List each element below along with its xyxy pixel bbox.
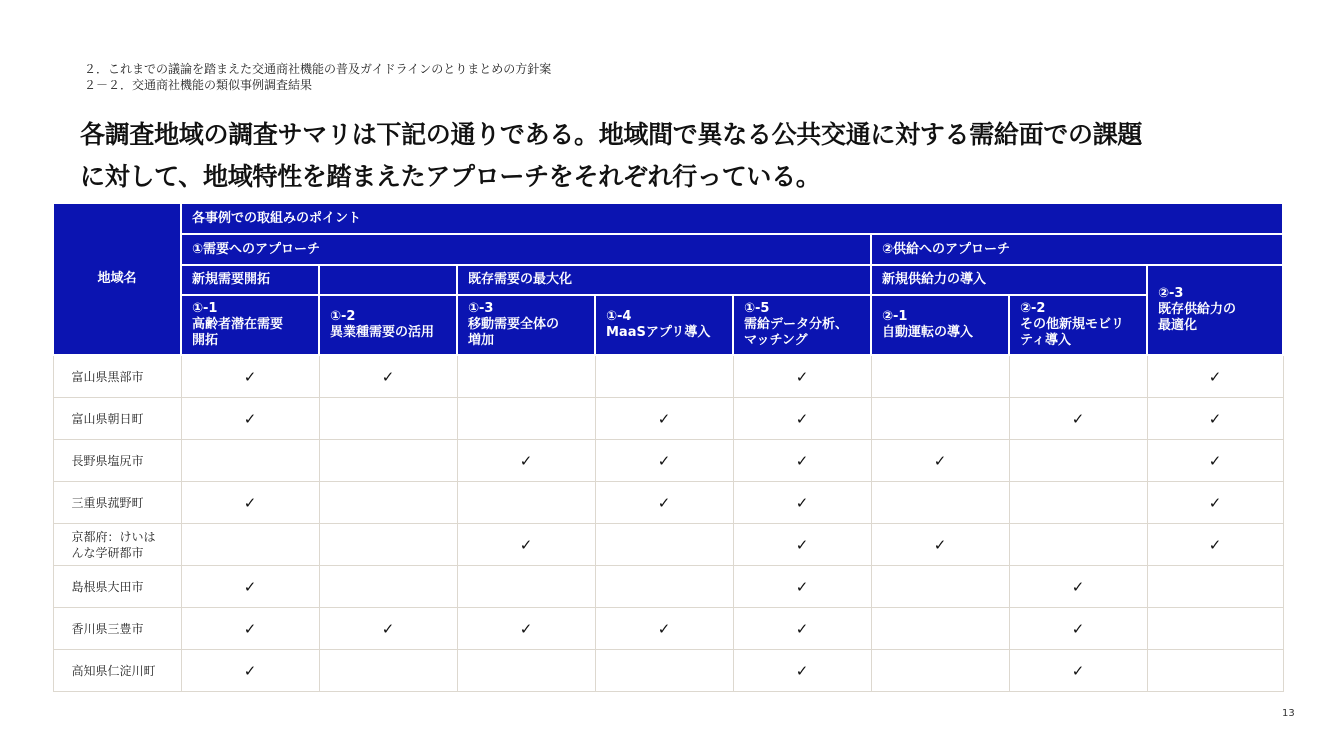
region-cell xyxy=(53,440,181,482)
column-code: ①-2 xyxy=(330,309,356,324)
check-cell xyxy=(733,398,871,440)
check-icon: ✓ xyxy=(795,493,809,512)
region-name: 長野県塩尻市 xyxy=(71,453,144,468)
check-icon: ✓ xyxy=(795,619,809,638)
column-code: ②-1 xyxy=(882,309,908,324)
check-cell xyxy=(871,608,1009,650)
column-header xyxy=(595,295,733,355)
region-name: 富山県黒部市 xyxy=(71,369,144,384)
check-cell xyxy=(595,482,733,524)
breadcrumb-line-2: ２－２．交通商社機能の類似事例調査結果 xyxy=(84,78,313,92)
check-cell xyxy=(733,440,871,482)
column-label: 開拓 xyxy=(192,333,219,348)
table-row xyxy=(53,398,1283,440)
check-icon: ✓ xyxy=(1208,367,1222,386)
check-cell xyxy=(1147,482,1283,524)
group-empty-header xyxy=(319,265,457,295)
page-title-line-2: に対して、地域特性を踏まえたアプローチをそれぞれ行っている。 xyxy=(80,162,821,191)
check-icon: ✓ xyxy=(519,619,533,638)
check-icon: ✓ xyxy=(657,451,671,470)
check-cell xyxy=(1009,524,1147,566)
table-row xyxy=(53,482,1283,524)
check-cell xyxy=(733,650,871,692)
check-icon: ✓ xyxy=(795,451,809,470)
check-cell xyxy=(1009,398,1147,440)
check-cell xyxy=(457,398,595,440)
region-cell xyxy=(53,398,181,440)
column-header xyxy=(871,295,1009,355)
check-icon: ✓ xyxy=(795,409,809,428)
check-icon: ✓ xyxy=(243,619,257,638)
region-name: んな学研都市 xyxy=(71,545,144,560)
check-icon: ✓ xyxy=(1071,409,1085,428)
check-cell xyxy=(871,566,1009,608)
check-icon: ✓ xyxy=(795,535,809,554)
table-row xyxy=(53,355,1283,398)
column-header xyxy=(733,295,871,355)
check-cell xyxy=(1147,524,1283,566)
check-cell xyxy=(871,355,1009,398)
column-label: 既存供給力の xyxy=(1158,302,1237,317)
check-icon: ✓ xyxy=(1208,493,1222,512)
column-header xyxy=(319,295,457,355)
region-name: 島根県大田市 xyxy=(71,579,144,594)
column-label: マッチング xyxy=(744,333,808,348)
column-code: ②-3 xyxy=(1158,286,1184,301)
check-cell xyxy=(181,608,319,650)
check-icon: ✓ xyxy=(381,367,395,386)
table-body xyxy=(53,355,1283,692)
check-cell xyxy=(181,398,319,440)
check-cell xyxy=(1147,398,1283,440)
check-cell xyxy=(181,566,319,608)
column-label: ティ導入 xyxy=(1020,333,1071,348)
check-icon: ✓ xyxy=(1071,661,1085,680)
check-cell xyxy=(1009,440,1147,482)
column-label: その他新規モビリ xyxy=(1020,317,1125,332)
check-cell xyxy=(871,398,1009,440)
group-new-demand-header: 新規需要開拓 xyxy=(181,265,319,295)
page-title xyxy=(80,114,1280,198)
check-icon: ✓ xyxy=(243,367,257,386)
region-cell xyxy=(53,355,181,398)
check-icon: ✓ xyxy=(1208,451,1222,470)
column-header xyxy=(457,295,595,355)
check-icon: ✓ xyxy=(243,661,257,680)
check-icon: ✓ xyxy=(243,577,257,596)
check-cell xyxy=(457,482,595,524)
check-icon: ✓ xyxy=(243,493,257,512)
check-icon: ✓ xyxy=(657,409,671,428)
table-row xyxy=(53,650,1283,692)
check-cell xyxy=(1009,355,1147,398)
check-cell xyxy=(595,650,733,692)
column-label: 移動需要全体の xyxy=(468,317,560,332)
column-code: ①-1 xyxy=(192,301,218,316)
check-icon: ✓ xyxy=(933,535,947,554)
region-cell xyxy=(53,566,181,608)
column-label: MaaSアプリ導入 xyxy=(606,325,711,340)
check-icon: ✓ xyxy=(795,577,809,596)
check-cell xyxy=(457,440,595,482)
column-header xyxy=(181,295,319,355)
breadcrumb-line-1: ２．これまでの議論を踏まえた交通商社機能の普及ガイドラインのとりまとめの方針案 xyxy=(84,62,552,76)
check-cell xyxy=(457,524,595,566)
check-cell xyxy=(319,566,457,608)
check-cell xyxy=(595,355,733,398)
group-existing-demand-header: 既存需要の最大化 xyxy=(457,265,871,295)
check-cell xyxy=(595,440,733,482)
check-icon: ✓ xyxy=(519,451,533,470)
column-label: 自動運転の導入 xyxy=(882,325,974,340)
check-cell xyxy=(319,355,457,398)
check-cell xyxy=(1009,608,1147,650)
check-cell xyxy=(595,524,733,566)
check-cell xyxy=(319,482,457,524)
check-cell xyxy=(595,566,733,608)
column-header xyxy=(1009,295,1147,355)
check-cell xyxy=(319,440,457,482)
check-icon: ✓ xyxy=(1208,409,1222,428)
breadcrumb xyxy=(84,61,551,93)
supply-approach-header: ②供給へのアプローチ xyxy=(871,234,1283,265)
check-cell xyxy=(457,355,595,398)
check-cell xyxy=(733,355,871,398)
check-cell xyxy=(733,566,871,608)
page-title-line-1: 各調査地域の調査サマリは下記の通りである。地域間で異なる公共交通に対する需給面での課題 xyxy=(80,120,1143,149)
demand-approach-header: ①需要へのアプローチ xyxy=(181,234,871,265)
check-cell xyxy=(319,650,457,692)
region-name: 富山県朝日町 xyxy=(71,411,144,426)
check-icon: ✓ xyxy=(381,619,395,638)
region-header: 地域名 xyxy=(53,203,181,355)
region-cell xyxy=(53,524,181,566)
page-number: 13 xyxy=(1282,708,1295,719)
group-new-supply-header: 新規供給力の導入 xyxy=(871,265,1147,295)
column-label: 異業種需要の活用 xyxy=(330,325,435,340)
check-cell xyxy=(181,650,319,692)
column-header-row xyxy=(53,295,1283,355)
column-label: 高齢者潜在需要 xyxy=(192,317,284,332)
points-header: 各事例での取組みのポイント xyxy=(181,203,1283,234)
check-icon: ✓ xyxy=(657,619,671,638)
check-cell xyxy=(181,482,319,524)
column-label: 需給データ分析、 xyxy=(744,317,849,332)
check-cell xyxy=(1147,566,1283,608)
region-cell xyxy=(53,608,181,650)
check-cell xyxy=(1147,608,1283,650)
check-cell xyxy=(871,650,1009,692)
check-cell xyxy=(181,440,319,482)
check-icon: ✓ xyxy=(795,661,809,680)
region-cell xyxy=(53,482,181,524)
check-cell xyxy=(733,608,871,650)
table-row xyxy=(53,566,1283,608)
column-label: 最適化 xyxy=(1158,318,1198,333)
check-cell xyxy=(1147,650,1283,692)
check-cell xyxy=(871,524,1009,566)
column-code: ①-3 xyxy=(468,301,494,316)
check-cell xyxy=(595,608,733,650)
check-cell xyxy=(1147,440,1283,482)
column-code: ②-2 xyxy=(1020,301,1046,316)
check-cell xyxy=(457,608,595,650)
check-icon: ✓ xyxy=(519,535,533,554)
check-cell xyxy=(733,482,871,524)
check-icon: ✓ xyxy=(795,367,809,386)
column-code: ①-4 xyxy=(606,309,632,324)
column-label: 増加 xyxy=(468,333,495,348)
check-cell xyxy=(457,566,595,608)
check-cell xyxy=(457,650,595,692)
column-code: ①-5 xyxy=(744,301,770,316)
check-cell xyxy=(871,440,1009,482)
region-cell xyxy=(53,650,181,692)
check-cell xyxy=(733,524,871,566)
region-name: 京都府：けいは xyxy=(71,529,156,544)
table-row xyxy=(53,440,1283,482)
check-cell xyxy=(1147,355,1283,398)
check-cell xyxy=(319,608,457,650)
check-icon: ✓ xyxy=(1071,619,1085,638)
check-cell xyxy=(871,482,1009,524)
region-name: 三重県菰野町 xyxy=(71,495,144,510)
check-icon: ✓ xyxy=(657,493,671,512)
table-row xyxy=(53,608,1283,650)
check-cell xyxy=(181,355,319,398)
check-cell xyxy=(1009,482,1147,524)
check-icon: ✓ xyxy=(933,451,947,470)
region-name: 香川県三豊市 xyxy=(71,621,144,636)
check-cell xyxy=(595,398,733,440)
check-cell xyxy=(181,524,319,566)
check-cell xyxy=(319,524,457,566)
column-header xyxy=(1147,265,1283,355)
check-icon: ✓ xyxy=(1208,535,1222,554)
check-icon: ✓ xyxy=(1071,577,1085,596)
check-cell xyxy=(1009,566,1147,608)
region-name: 高知県仁淀川町 xyxy=(71,663,156,678)
survey-summary-table xyxy=(52,202,1284,692)
table-row xyxy=(53,524,1283,566)
check-icon: ✓ xyxy=(243,409,257,428)
check-cell xyxy=(319,398,457,440)
check-cell xyxy=(1009,650,1147,692)
